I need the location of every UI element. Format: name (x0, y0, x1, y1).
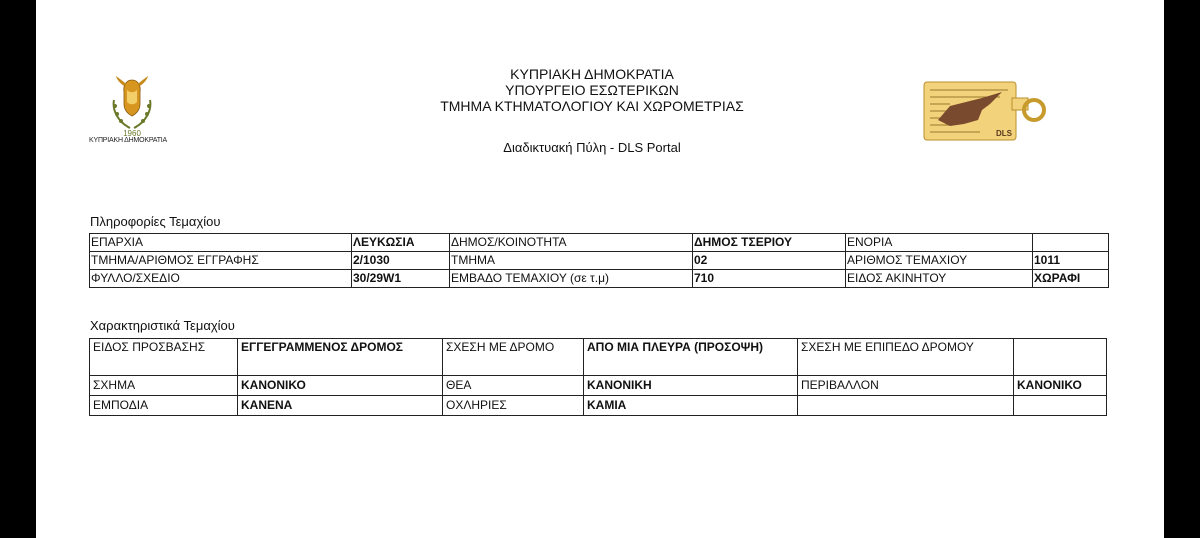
table-cell (1014, 396, 1107, 416)
table-cell: ΤΜΗΜΑ (450, 252, 693, 270)
table-cell: ΕΠΑΡΧΙΑ (90, 234, 352, 252)
table-row (90, 396, 1107, 416)
table-cell: 2/1030 (352, 252, 450, 270)
table-row (90, 252, 1109, 270)
table-cell: ΣΧΗΜΑ (90, 376, 238, 396)
table-cell: ΚΑΜΙΑ (584, 396, 798, 416)
table-cell: ΕΝΟΡΙΑ (846, 234, 1033, 252)
document-header (336, 66, 848, 114)
table-row (90, 376, 1107, 396)
table-cell: ΕΙΔΟΣ ΠΡΟΣΒΑΣΗΣ (90, 339, 238, 376)
table-cell: ΔΗΜΟΣ/ΚΟΙΝΟΤΗΤΑ (450, 234, 693, 252)
header-line-republic: ΚΥΠΡΙΑΚΗ ΔΗΜΟΚΡΑΤΙΑ (510, 66, 674, 82)
table-cell: ΕΙΔΟΣ ΑΚΙΝΗΤΟΥ (846, 270, 1033, 288)
table-cell (798, 396, 1014, 416)
table-cell: ΤΜΗΜΑ/ΑΡΙΘΜΟΣ ΕΓΓΡΑΦΗΣ (90, 252, 352, 270)
table-cell: ΕΜΒΑΔΟ ΤΕΜΑΧΙΟΥ (σε τ.μ) (450, 270, 693, 288)
table-cell: ΦΥΛΛΟ/ΣΧΕΔΙΟ (90, 270, 352, 288)
table-cell (1033, 234, 1109, 252)
table-cell: ΣΧΕΣΗ ΜΕ ΔΡΟΜΟ (443, 339, 584, 376)
table-cell: ΚΑΝΕΝΑ (238, 396, 443, 416)
portal-subtitle: Διαδικτυακή Πύλη - DLS Portal (503, 140, 681, 155)
table-row (90, 234, 1109, 252)
document-page (36, 0, 1164, 538)
table-row (90, 270, 1109, 288)
table-cell: ΚΑΝΟΝΙΚΟ (1014, 376, 1107, 396)
coat-of-arms-caption: ΚΥΠΡΙΑΚΗ ΔΗΜΟΚΡΑΤΙΑ (89, 137, 168, 144)
table-cell: ΕΓΓΕΓΡΑΜΜΕΝΟΣ ΔΡΟΜΟΣ (238, 339, 443, 376)
table-cell: ΔΗΜΟΣ ΤΣΕΡΙΟΥ (693, 234, 846, 252)
table-cell: ΘΕΑ (443, 376, 584, 396)
dls-map-tag-icon (920, 80, 1048, 144)
dls-logo-label: DLS (996, 129, 1012, 138)
table-cell: ΟΧΛΗΡΙΕΣ (443, 396, 584, 416)
table-cell: 710 (693, 270, 846, 288)
table-cell: ΑΠΟ ΜΙΑ ΠΛΕΥΡΑ (ΠΡΟΣΟΨΗ) (584, 339, 798, 376)
parcel-info-table (89, 233, 1109, 288)
table-cell: ΣΧΕΣΗ ΜΕ ΕΠΙΠΕΔΟ ΔΡΟΜΟΥ (798, 339, 1014, 376)
coat-of-arms-icon (108, 74, 156, 140)
table-cell: ΕΜΠΟΔΙΑ (90, 396, 238, 416)
parcel-features-table (89, 338, 1107, 416)
parcel-features-title: Χαρακτηριστικά Τεμαχίου (90, 318, 235, 333)
table-cell: ΚΑΝΟΝΙΚΟ (238, 376, 443, 396)
table-cell: ΑΡΙΘΜΟΣ ΤΕΜΑΧΙΟΥ (846, 252, 1033, 270)
table-cell: ΚΑΝΟΝΙΚΗ (584, 376, 798, 396)
table-cell: 02 (693, 252, 846, 270)
header-line-ministry: ΥΠΟΥΡΓΕΙΟ ΕΣΩΤΕΡΙΚΩΝ (505, 82, 679, 98)
table-cell: ΛΕΥΚΩΣΙΑ (352, 234, 450, 252)
table-row (90, 339, 1107, 376)
table-cell: 30/29W1 (352, 270, 450, 288)
table-cell: ΠΕΡΙΒΑΛΛΟΝ (798, 376, 1014, 396)
table-cell: 1011 (1033, 252, 1109, 270)
table-cell (1014, 339, 1107, 376)
parcel-info-title: Πληροφορίες Τεμαχίου (90, 214, 221, 229)
table-cell: ΧΩΡΑΦΙ (1033, 270, 1109, 288)
svg-text:1960: 1960 (123, 129, 141, 138)
header-line-department: ΤΜΗΜΑ ΚΤΗΜΑΤΟΛΟΓΙΟΥ ΚΑΙ ΧΩΡΟΜΕΤΡΙΑΣ (440, 98, 744, 114)
